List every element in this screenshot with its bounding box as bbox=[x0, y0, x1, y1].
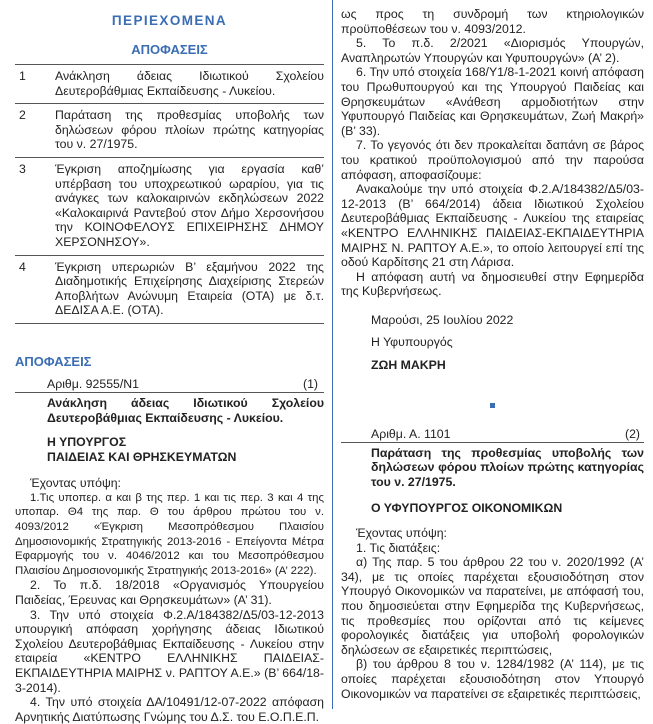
toc-entry-number: 2 bbox=[19, 108, 26, 123]
toc-entry-number: 3 bbox=[19, 161, 26, 176]
paragraph: 4. Την υπό στοιχεία ΔΑ/10491/12-07-2022 απόφαση Αρνητικής Διατύπωσης Γνώμης του Δ.Σ. του Ε.Ο.Π.Ε.Π. bbox=[15, 695, 324, 724]
signer-role: Η Υφυπουργός bbox=[371, 335, 453, 350]
column-divider bbox=[332, 0, 333, 709]
left-column bbox=[15, 0, 324, 724]
decision-header bbox=[341, 425, 644, 443]
decision-header bbox=[15, 375, 324, 393]
separator bbox=[341, 399, 644, 411]
toc-entry[interactable] bbox=[15, 64, 324, 103]
paragraph: 7. Το γεγονός ότι δεν προκαλείται δαπάνη σε βάρος του κρατικού προϋπολογισμού από την παρούσα απόφαση, αποφασίζουμε: bbox=[341, 138, 644, 182]
toc-entry-text: Έγκριση υπερωριών Β’ εξαμήνου 2022 της Διαδημοτικής Επιχείρησης Διαχείρισης Στερεών Αποβλήτων Ανώνυμη Εταιρεία (ΟΤΑ) με δ.τ. ΔΕΔΙΣΑ Α.Ε. (ΟΤΑ). bbox=[55, 259, 324, 318]
signer-name: ΖΩΗ ΜΑΚΡΗ bbox=[371, 358, 446, 373]
paragraph: 6. Την υπό στοιχεία 168/Υ1/8-1-2021 κοινή απόφαση του Πρωθυπουργού και της Υπουργού Παιδείας και Θρησκευμάτων «Ανάθεση αρμοδιοτήτων στην Υφυπουργό Παιδείας και Θρησκευμάτων, Ζωή Μακρή» (Β’ 33). bbox=[341, 65, 644, 138]
toc-entry-text: Ανάκληση άδειας Ιδιωτικού Σχολείου Δευτεροβάθμιας Εκπαίδευσης - Λυκείου. bbox=[55, 69, 324, 98]
toc-title: ΠΕΡΙΕΧΟΜΕΝΑ bbox=[111, 13, 228, 28]
paragraph: 1. Τις διατάξεις: bbox=[356, 540, 441, 555]
decision-index: (2) bbox=[624, 427, 640, 442]
section-title: ΑΠΟΦΑΣΕΙΣ bbox=[15, 353, 92, 369]
paragraph: α) Της παρ. 5 του άρθρου 22 του ν. 2020/1992 (Α’ 34), με τις οποίες παρέχεται εξουσιοδότηση στον Υπουργό Οικονομικών να παρατείνει, με απόφασή του, που δημοσιεύεται στην Εφημερίδα της Κυβερνήσεως, τις προθεσμίες που ορίζονται από τις κείμενες φορολογικές διατάξεις για υποβολή φορολογικών δηλώσεων σε εξαιρετικές περιπτώσεις, bbox=[341, 555, 644, 657]
right-column bbox=[341, 0, 644, 701]
paragraph: 3. Την υπό στοιχεία Φ.2.Α/184382/Δ5/03-12-2013 υπουργική απόφαση χορήγησης άδειας Ιδιωτικού Σχολείου Δευτεροβάθμιας Εκπαίδευσης - Λυκείου στην εταιρεία «ΚΕΝΤΡΟ ΕΛΛΗΝΙΚΗΣ ΠΑΙΔΕΙΑΣ- ΕΚΠΑΙΔΕΥΤΗΡΙΑ ΜΑΙΡΗΣ ν. ΡΑΠΤΟΥ Α.Ε.» (Β’ 664/18-3-2014). bbox=[15, 607, 324, 695]
toc-end-rule bbox=[15, 323, 324, 325]
toc-entry[interactable] bbox=[15, 157, 324, 255]
toc-section-title: ΑΠΟΦΑΣΕΙΣ bbox=[131, 42, 208, 57]
place-date: Μαρούσι, 25 Ιουλίου 2022 bbox=[371, 312, 514, 327]
decision-title: Παράταση της προθεσμίας υποβολής των δηλώσεων φόρου πλοίων πρώτης κατηγορίας του ν. 27/1975. bbox=[371, 445, 644, 489]
paragraph: β) του άρθρου 8 του ν. 1284/1982 (Α’ 114), με τις οποίες παρέχεται εξουσιοδότηση στον Υπουργό Οικονομικών να παρατείνει σε εξαιρετικές περιπτώσεις, bbox=[341, 657, 644, 701]
toc-entry[interactable] bbox=[15, 255, 324, 323]
decision-title: Ανάκληση άδειας Ιδιωτικού Σχολείου Δευτεροβάθμιας Εκπαίδευσης - Λυκείου. bbox=[47, 395, 324, 425]
toc-entry-number: 1 bbox=[19, 69, 26, 83]
publish-clause: Η απόφαση αυτή να δημοσιευθεί στην Εφημερίδα της Κυβερνήσεως. bbox=[341, 269, 644, 299]
toc-entry-text: Παράταση της προθεσμίας υποβολής των δηλώσεων φόρου πλοίων πρώτης κατηγορίας του ν. 27/1975. bbox=[55, 108, 324, 152]
toc-entry-number: 4 bbox=[19, 259, 26, 274]
authority-line: Ο ΥΦΥΠΟΥΡΓΟΣ ΟΙΚΟΝΟΜΙΚΩΝ bbox=[371, 501, 563, 516]
decision-text: Ανακαλούμε την υπό στοιχεία Φ.2.Α/184382/Δ5/03-12-2013 (Β’ 664/2014) άδεια Ιδιωτικού Σχολείου Δευτεροβάθμιας Εκπαίδευσης - Λυκείου της εταιρείας «ΚΕΝΤΡΟ ΕΛΛΗΝΙΚΗΣ ΠΑΙΔΕΙΑΣ-ΕΚΠΑΙΔΕΥΤΗΡΙΑ ΜΑΙΡΗΣ Ν. ΡΑΠΤΟΥ Α.Ε.», το οποίο λειτουργεί επί της οδού Καρδίτσης 21 στη Λάρισα. bbox=[341, 182, 644, 270]
decision-ref: Αριθμ. 92555/Ν1 bbox=[47, 377, 140, 392]
having-regard: Έχοντας υπόψη: bbox=[30, 476, 121, 491]
decision-ref: Αριθμ. Α. 1101 bbox=[371, 427, 451, 442]
separator-square bbox=[490, 403, 495, 408]
toc-entry[interactable] bbox=[15, 103, 324, 157]
toc-entry-text: Έγκριση αποζημίωσης για εργασία καθ’ υπέρβαση του υποχρεωτικού ωραρίου, για τις ανάγκες των καλοκαιρινών εκδηλώσεων 2022 «Καλοκαιρινά Ραντεβού στον Δήμο Χερσονήσου την ΚΟΙΝΟΦΕΛΟΥΣ ΕΠΙΧΕΙΡΗΣΗΣ ΔΗΜΟΥ ΧΕΡΣΟΝΗΣΟΥ». bbox=[55, 161, 324, 249]
authority-line: Η ΥΠΟΥΡΓΟΣ bbox=[47, 435, 127, 450]
paragraph: 5. Το π.δ. 2/2021 «Διορισμός Υπουργών, Αναπληρωτών Υπουργών και Υφυπουργών» (Α’ 2). bbox=[341, 36, 644, 65]
having-regard: Έχοντας υπόψη: bbox=[356, 526, 447, 541]
authority-line: ΠΑΙΔΕΙΑΣ ΚΑΙ ΘΡΗΣΚΕΥΜΑΤΩΝ bbox=[47, 449, 237, 464]
decision-index: (1) bbox=[302, 377, 318, 392]
paragraph: 2. Το π.δ. 18/2018 «Οργανισμός Υπουργείου Παιδείας, Έρευνας και Θρησκευμάτων» (Α’ 31). bbox=[15, 578, 324, 608]
paragraph: 1.Τις υποπερ. α και β της περ. 1 και τις περ. 3 και 4 της υποπαρ. Θ4 της παρ. Θ του άρθρου πρώτου του ν. 4093/2012 «Έγκριση Μεσοπρόθεσμου Πλαισίου Δημοσιονομικής Στρατηγικής 2013-2016 - Επείγοντα Μέτρα Εφαρμογής του ν. 4046/2012 και του Μεσοπρόθεσμου Πλαισίου Δημοσιονομικής Στρατηγικής 2013-2016» (Α’ 222). bbox=[15, 491, 324, 577]
paragraph: ως προς τη συνδρομή των κτηριολογικών προϋποθέσεων του ν. 4093/2012. bbox=[341, 7, 644, 36]
